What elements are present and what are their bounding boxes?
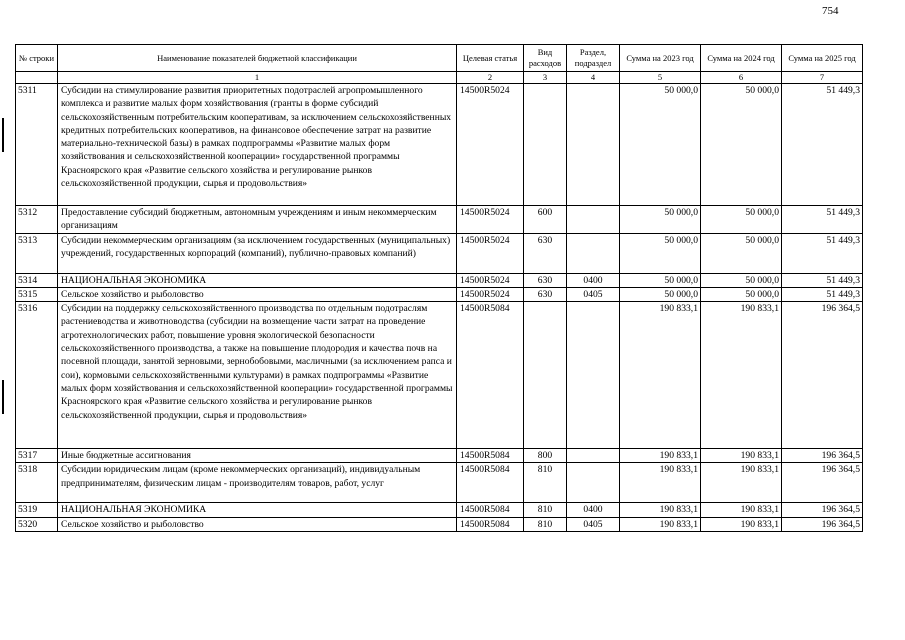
row-sum-2023: 50 000,0 bbox=[620, 206, 701, 234]
row-sum-2023: 190 833,1 bbox=[620, 503, 701, 517]
column-number: 7 bbox=[782, 72, 863, 84]
row-name: Сельское хозяйство и рыболовство bbox=[58, 287, 457, 301]
row-sum-2025: 51 449,3 bbox=[782, 273, 863, 287]
row-sum-2025: 51 449,3 bbox=[782, 233, 863, 273]
header-sum-2025: Сумма на 2025 год bbox=[782, 45, 863, 72]
row-sum-2025: 51 449,3 bbox=[782, 287, 863, 301]
row-expense-type: 630 bbox=[524, 287, 567, 301]
row-sum-2023: 50 000,0 bbox=[620, 273, 701, 287]
row-target-item: 14500R5024 bbox=[457, 287, 524, 301]
row-sum-2024: 190 833,1 bbox=[701, 503, 782, 517]
row-target-item: 14500R5024 bbox=[457, 84, 524, 206]
row-sum-2025: 196 364,5 bbox=[782, 302, 863, 449]
row-name: Субсидии некоммерческим организациям (за исключением государственных (муниципальных) учреждений, государственных корпораций (компаний), публично-правовых компаний) bbox=[58, 233, 457, 273]
column-number bbox=[16, 72, 58, 84]
row-expense-type: 600 bbox=[524, 206, 567, 234]
row-sum-2024: 50 000,0 bbox=[701, 287, 782, 301]
row-target-item: 14500R5024 bbox=[457, 233, 524, 273]
row-section bbox=[567, 463, 620, 503]
row-sum-2024: 50 000,0 bbox=[701, 273, 782, 287]
row-sum-2024: 190 833,1 bbox=[701, 302, 782, 449]
row-number: 5314 bbox=[16, 273, 58, 287]
row-number: 5315 bbox=[16, 287, 58, 301]
header-row bbox=[16, 45, 863, 72]
row-name: НАЦИОНАЛЬНАЯ ЭКОНОМИКА bbox=[58, 503, 457, 517]
table-row bbox=[16, 463, 863, 503]
column-number: 3 bbox=[524, 72, 567, 84]
page-number: 754 bbox=[822, 5, 839, 17]
row-section: 0405 bbox=[567, 287, 620, 301]
row-expense-type bbox=[524, 302, 567, 449]
row-section bbox=[567, 302, 620, 449]
row-sum-2023: 190 833,1 bbox=[620, 449, 701, 463]
header-expense-type: Вид расходов bbox=[524, 45, 567, 72]
table-row bbox=[16, 206, 863, 234]
column-number: 2 bbox=[457, 72, 524, 84]
row-expense-type: 810 bbox=[524, 463, 567, 503]
row-target-item: 14500R5024 bbox=[457, 273, 524, 287]
row-name: Сельское хозяйство и рыболовство bbox=[58, 517, 457, 531]
header-row-number: № строки bbox=[16, 45, 58, 72]
row-name: Предоставление субсидий бюджетным, автономным учреждениям и иным некоммерческим организациям bbox=[58, 206, 457, 234]
row-section bbox=[567, 84, 620, 206]
row-sum-2024: 190 833,1 bbox=[701, 517, 782, 531]
row-sum-2024: 190 833,1 bbox=[701, 449, 782, 463]
row-name: Субсидии юридическим лицам (кроме некоммерческих организаций), индивидуальным предпринимателям, физическим лицам - производителям товаров, работ, услуг bbox=[58, 463, 457, 503]
row-sum-2024: 50 000,0 bbox=[701, 233, 782, 273]
row-number: 5312 bbox=[16, 206, 58, 234]
header-section: Раздел, подраздел bbox=[567, 45, 620, 72]
row-sum-2024: 50 000,0 bbox=[701, 206, 782, 234]
column-number: 1 bbox=[58, 72, 457, 84]
table-row bbox=[16, 449, 863, 463]
table-row bbox=[16, 287, 863, 301]
row-sum-2025: 51 449,3 bbox=[782, 206, 863, 234]
row-sum-2023: 50 000,0 bbox=[620, 233, 701, 273]
binding-mark-bottom bbox=[2, 380, 4, 414]
row-section: 0405 bbox=[567, 517, 620, 531]
row-name: Иные бюджетные ассигнования bbox=[58, 449, 457, 463]
header-target-item: Целевая статья bbox=[457, 45, 524, 72]
row-target-item: 14500R5084 bbox=[457, 463, 524, 503]
row-expense-type: 630 bbox=[524, 273, 567, 287]
row-name: Субсидии на поддержку сельскохозяйственного производства по отдельным подотраслям растениеводства и животноводства (субсидии на возмещение части затрат на проведение агротехнологических работ, повышение уровня экологической безопасности сельскохозяйственного производства, а также на повышение плодородия и качества почв на посевной площади, занятой зерновыми, зернобобовыми, масличными (за исключением рапса и сои), кормовыми сельскохозяйственными культурами) в рамках подпрограммы «Развитие малых форм хозяйствования и сельскохозяйственной кооперации» государственной программы Красноярского края «Развитие сельского хозяйства и регулирование рынков сельскохозяйственной продукции, сырья и продовольствия» bbox=[58, 302, 457, 449]
row-section: 0400 bbox=[567, 273, 620, 287]
row-sum-2024: 50 000,0 bbox=[701, 84, 782, 206]
column-number: 4 bbox=[567, 72, 620, 84]
column-number: 6 bbox=[701, 72, 782, 84]
row-number: 5317 bbox=[16, 449, 58, 463]
row-expense-type bbox=[524, 84, 567, 206]
header-sum-2023: Сумма на 2023 год bbox=[620, 45, 701, 72]
binding-mark-top bbox=[2, 118, 4, 152]
row-sum-2025: 51 449,3 bbox=[782, 84, 863, 206]
table-row bbox=[16, 503, 863, 517]
row-number: 5313 bbox=[16, 233, 58, 273]
row-section bbox=[567, 233, 620, 273]
row-target-item: 14500R5084 bbox=[457, 449, 524, 463]
row-sum-2023: 50 000,0 bbox=[620, 84, 701, 206]
row-sum-2023: 190 833,1 bbox=[620, 517, 701, 531]
row-target-item: 14500R5084 bbox=[457, 503, 524, 517]
row-number: 5311 bbox=[16, 84, 58, 206]
table-row bbox=[16, 302, 863, 449]
row-sum-2023: 190 833,1 bbox=[620, 463, 701, 503]
table-row bbox=[16, 233, 863, 273]
table-row bbox=[16, 517, 863, 531]
column-number: 5 bbox=[620, 72, 701, 84]
row-expense-type: 810 bbox=[524, 503, 567, 517]
row-target-item: 14500R5084 bbox=[457, 517, 524, 531]
row-sum-2025: 196 364,5 bbox=[782, 517, 863, 531]
row-section bbox=[567, 449, 620, 463]
row-section: 0400 bbox=[567, 503, 620, 517]
row-expense-type: 630 bbox=[524, 233, 567, 273]
row-number: 5316 bbox=[16, 302, 58, 449]
row-number: 5318 bbox=[16, 463, 58, 503]
row-sum-2025: 196 364,5 bbox=[782, 463, 863, 503]
row-sum-2024: 190 833,1 bbox=[701, 463, 782, 503]
row-number: 5320 bbox=[16, 517, 58, 531]
column-number-row bbox=[16, 72, 863, 84]
row-name: Субсидии на стимулирование развития приоритетных подотраслей агропромышленного комплекса и развитие малых форм хозяйствования (гранты в форме субсидий сельскохозяйственным потребительским кооперативам, за исключением сельскохозяйственных кредитных потребительских кооперативов, на финансовое обеспечение затрат на развитие материально-технической базы) в рамках подпрограммы «Развитие малых форм хозяйствования и сельскохозяйственной кооперации» государственной программы Красноярского края «Развитие сельского хозяйства и регулирование рынков сельскохозяйственной продукции, сырья и продовольствия» bbox=[58, 84, 457, 206]
row-name: НАЦИОНАЛЬНАЯ ЭКОНОМИКА bbox=[58, 273, 457, 287]
row-expense-type: 800 bbox=[524, 449, 567, 463]
table-row bbox=[16, 84, 863, 206]
row-sum-2023: 50 000,0 bbox=[620, 287, 701, 301]
row-target-item: 14500R5084 bbox=[457, 302, 524, 449]
row-sum-2025: 196 364,5 bbox=[782, 503, 863, 517]
row-expense-type: 810 bbox=[524, 517, 567, 531]
row-target-item: 14500R5024 bbox=[457, 206, 524, 234]
header-indicator-name: Наименование показателей бюджетной классификации bbox=[58, 45, 457, 72]
budget-table bbox=[15, 44, 863, 532]
row-number: 5319 bbox=[16, 503, 58, 517]
table-row bbox=[16, 273, 863, 287]
header-sum-2024: Сумма на 2024 год bbox=[701, 45, 782, 72]
row-section bbox=[567, 206, 620, 234]
row-sum-2025: 196 364,5 bbox=[782, 449, 863, 463]
row-sum-2023: 190 833,1 bbox=[620, 302, 701, 449]
